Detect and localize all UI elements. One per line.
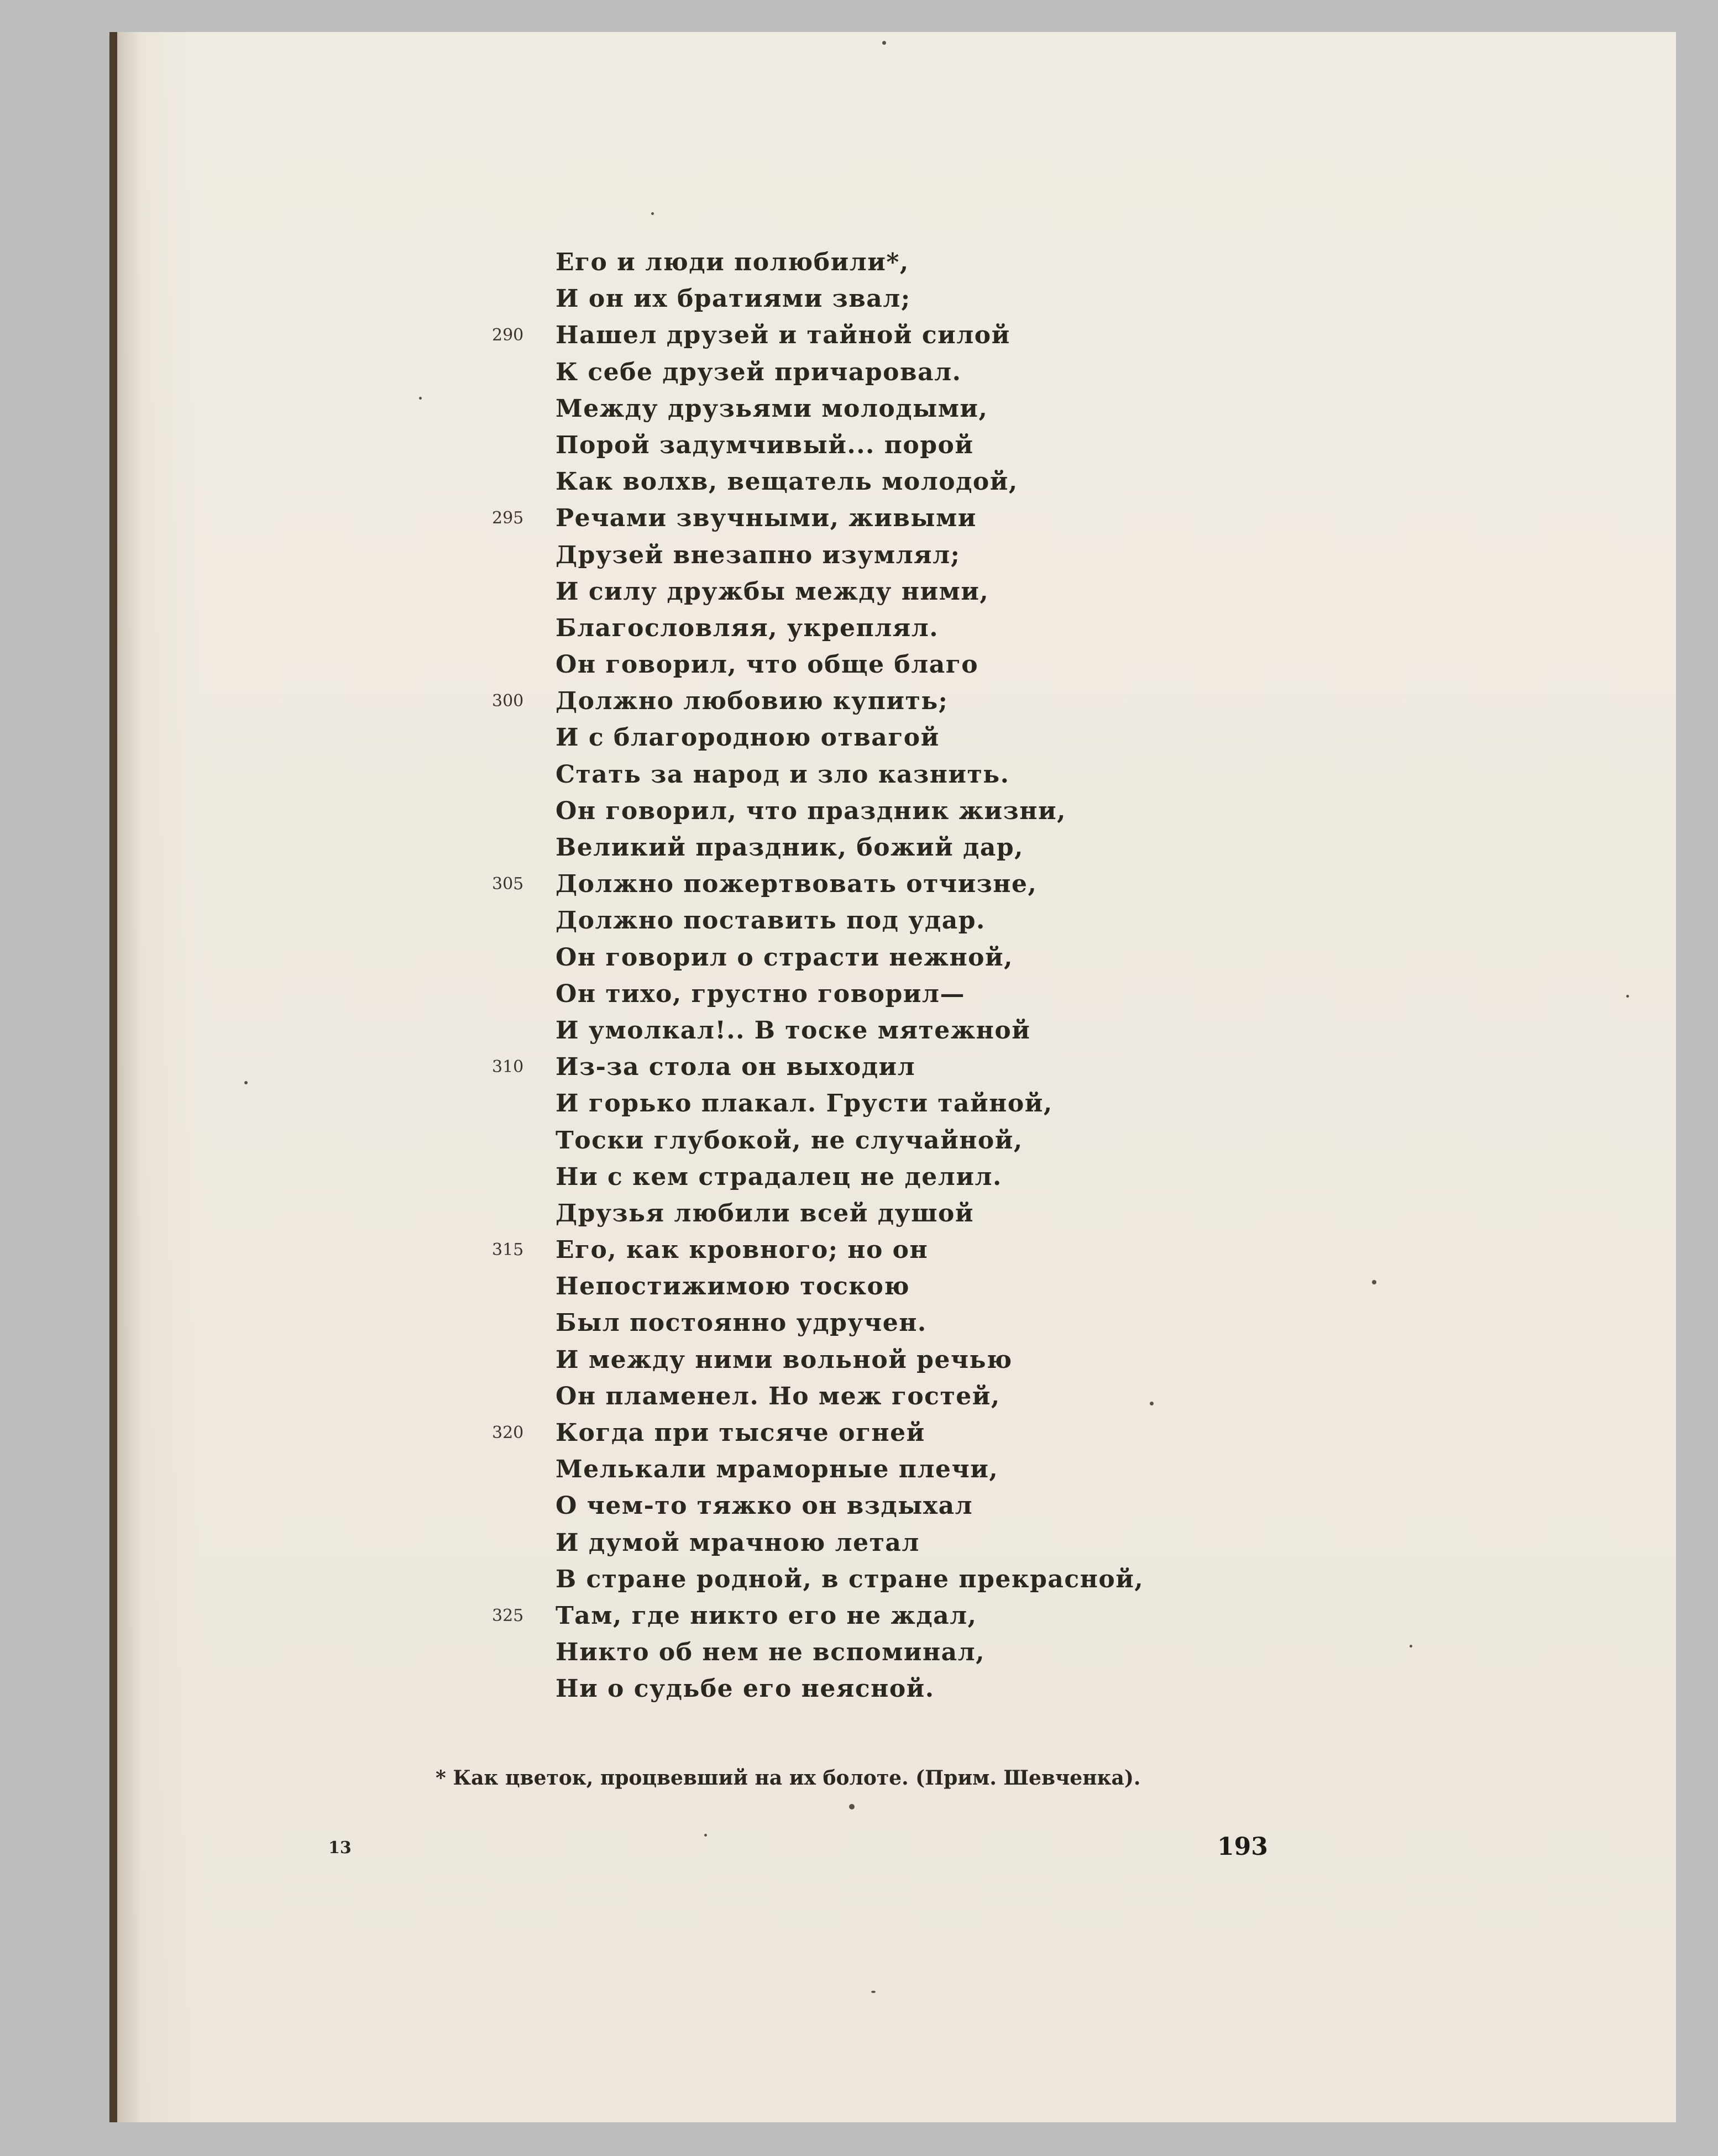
verse-line-text: Нашел друзей и тайной силой <box>556 321 1010 350</box>
verse-line <box>556 1268 1329 1305</box>
verse-line-text: Там, где никто его не ждал, <box>556 1601 977 1630</box>
verse-line <box>492 1415 1329 1451</box>
verse-line-text: К себе друзей причаровал. <box>556 358 962 386</box>
verse-line-text: О чем-то тяжко он вздыхал <box>556 1492 973 1520</box>
verse-line-text: Друзья любили всей душой <box>556 1199 974 1227</box>
book-page <box>109 32 1676 2122</box>
line-number: 305 <box>492 874 524 894</box>
footnote: * Как цветок, процвевший на их болоте. (Прим. Шевченка). <box>436 1766 1141 1790</box>
page-number: 193 <box>1217 1833 1268 1861</box>
paper-speck <box>704 1834 707 1837</box>
line-number: 325 <box>492 1606 524 1625</box>
verse-line <box>556 1561 1329 1598</box>
verse-line-text: Непостижимою тоскою <box>556 1272 910 1301</box>
verse-line <box>556 427 1329 464</box>
verse-line <box>492 683 1329 720</box>
verse-line <box>556 281 1329 317</box>
printer-signature: 13 <box>328 1838 352 1858</box>
verse-line-text: Он говорил о страсти нежной, <box>556 943 1013 972</box>
verse-line <box>492 866 1329 903</box>
verse-line <box>556 1085 1329 1122</box>
verse-line <box>556 757 1329 793</box>
verse-line <box>556 1634 1329 1671</box>
verse-line-text: И горько плакал. Грусти тайной, <box>556 1089 1053 1118</box>
verse-line <box>492 500 1329 537</box>
verse-line-text: И думой мрачною летал <box>556 1528 920 1557</box>
verse-line <box>556 940 1329 976</box>
verse-line <box>556 354 1329 391</box>
verse-line-text: Мелькали мраморные плечи, <box>556 1455 999 1484</box>
verse-line-text: Был постоянно удручен. <box>556 1309 927 1337</box>
verse-line <box>556 1451 1329 1488</box>
paper-speck <box>1372 1280 1376 1284</box>
paper-speck <box>871 1991 876 1993</box>
verse-line-text: Друзей внезапно изумлял; <box>556 541 961 569</box>
verse-line-text: Должно поставить под удар. <box>556 906 986 935</box>
line-number: 310 <box>492 1057 524 1077</box>
verse-line <box>556 903 1329 939</box>
verse-line <box>556 647 1329 683</box>
verse-line-text: Порой задумчивый... порой <box>556 431 974 459</box>
paper-speck <box>849 1804 855 1809</box>
verse-line <box>556 537 1329 574</box>
verse-line <box>556 391 1329 427</box>
line-number: 295 <box>492 508 524 528</box>
verse-line <box>556 1378 1329 1415</box>
verse-line-text: Ни о судьбе его неясной. <box>556 1675 935 1703</box>
verse-line-text: Ни с кем страдалец не делил. <box>556 1162 1002 1191</box>
poem-text <box>492 244 1329 1708</box>
verse-line <box>556 1305 1329 1341</box>
verse-line <box>556 1013 1329 1049</box>
verse-line <box>556 830 1329 866</box>
verse-line <box>492 1049 1329 1085</box>
verse-line-text: И он их братиями звал; <box>556 285 911 313</box>
line-number: 315 <box>492 1240 524 1260</box>
paper-speck <box>1410 1645 1412 1648</box>
verse-line-text: Стать за народ и зло казнить. <box>556 760 1010 789</box>
verse-line-text: Должно пожертвовать отчизне, <box>556 870 1038 899</box>
verse-line <box>556 464 1329 500</box>
verse-line-text: Благословляя, укреплял. <box>556 613 939 642</box>
verse-line-text: Великий праздник, божий дар, <box>556 833 1024 862</box>
verse-line-text: Должно любовию купить; <box>556 687 949 716</box>
verse-line <box>556 1195 1329 1232</box>
verse-line-text: И умолкал!.. В тоске мятежной <box>556 1016 1031 1045</box>
paper-speck <box>651 212 654 215</box>
line-number: 290 <box>492 326 524 345</box>
verse-line <box>492 1232 1329 1268</box>
paper-speck <box>1150 1402 1154 1405</box>
verse-line-text: В стране родной, в стране прекрасной, <box>556 1565 1144 1593</box>
verse-line-text: Он тихо, грустно говорил— <box>556 979 965 1008</box>
verse-line <box>556 244 1329 281</box>
verse-line <box>556 793 1329 830</box>
verse-line <box>556 720 1329 756</box>
verse-line-text: И между ними вольной речью <box>556 1345 1013 1374</box>
verse-line <box>492 317 1329 354</box>
paper-speck <box>419 397 422 400</box>
book-spine <box>109 32 117 2122</box>
verse-line-text: Он пламенел. Но меж гостей, <box>556 1382 1001 1410</box>
verse-line-text: Речами звучными, живыми <box>556 504 977 533</box>
verse-line-text: Тоски глубокой, не случайной, <box>556 1126 1023 1155</box>
verse-line-text: Он говорил, что обще благо <box>556 651 979 679</box>
paper-speck <box>244 1081 248 1084</box>
verse-line-text: И силу дружбы между ними, <box>556 577 989 606</box>
verse-line-text: Как волхв, вещатель молодой, <box>556 468 1018 496</box>
line-number: 300 <box>492 691 524 711</box>
verse-line <box>556 1159 1329 1195</box>
verse-line-text: Между друзьями молодыми, <box>556 394 988 423</box>
line-number: 320 <box>492 1423 524 1442</box>
verse-line <box>556 1122 1329 1159</box>
verse-line <box>556 610 1329 647</box>
verse-line-text: Его и люди полюбили*, <box>556 248 909 276</box>
verse-line <box>556 574 1329 610</box>
verse-line <box>492 1598 1329 1634</box>
verse-line-text: Он говорил, что праздник жизни, <box>556 796 1066 825</box>
verse-line-text: Когда при тысяче огней <box>556 1419 925 1447</box>
verse-line-text: Его, как кровного; но он <box>556 1236 929 1265</box>
paper-speck <box>882 41 886 45</box>
verse-line <box>556 1488 1329 1524</box>
verse-line-text: Никто об нем не вспоминал, <box>556 1638 986 1667</box>
verse-line-text: И с благородною отвагой <box>556 723 940 752</box>
verse-line <box>556 1525 1329 1561</box>
verse-line <box>556 1671 1329 1707</box>
verse-line <box>556 1342 1329 1378</box>
paper-speck <box>1626 995 1629 998</box>
verse-line-text: Из-за стола он выходил <box>556 1053 916 1082</box>
verse-line <box>556 976 1329 1013</box>
